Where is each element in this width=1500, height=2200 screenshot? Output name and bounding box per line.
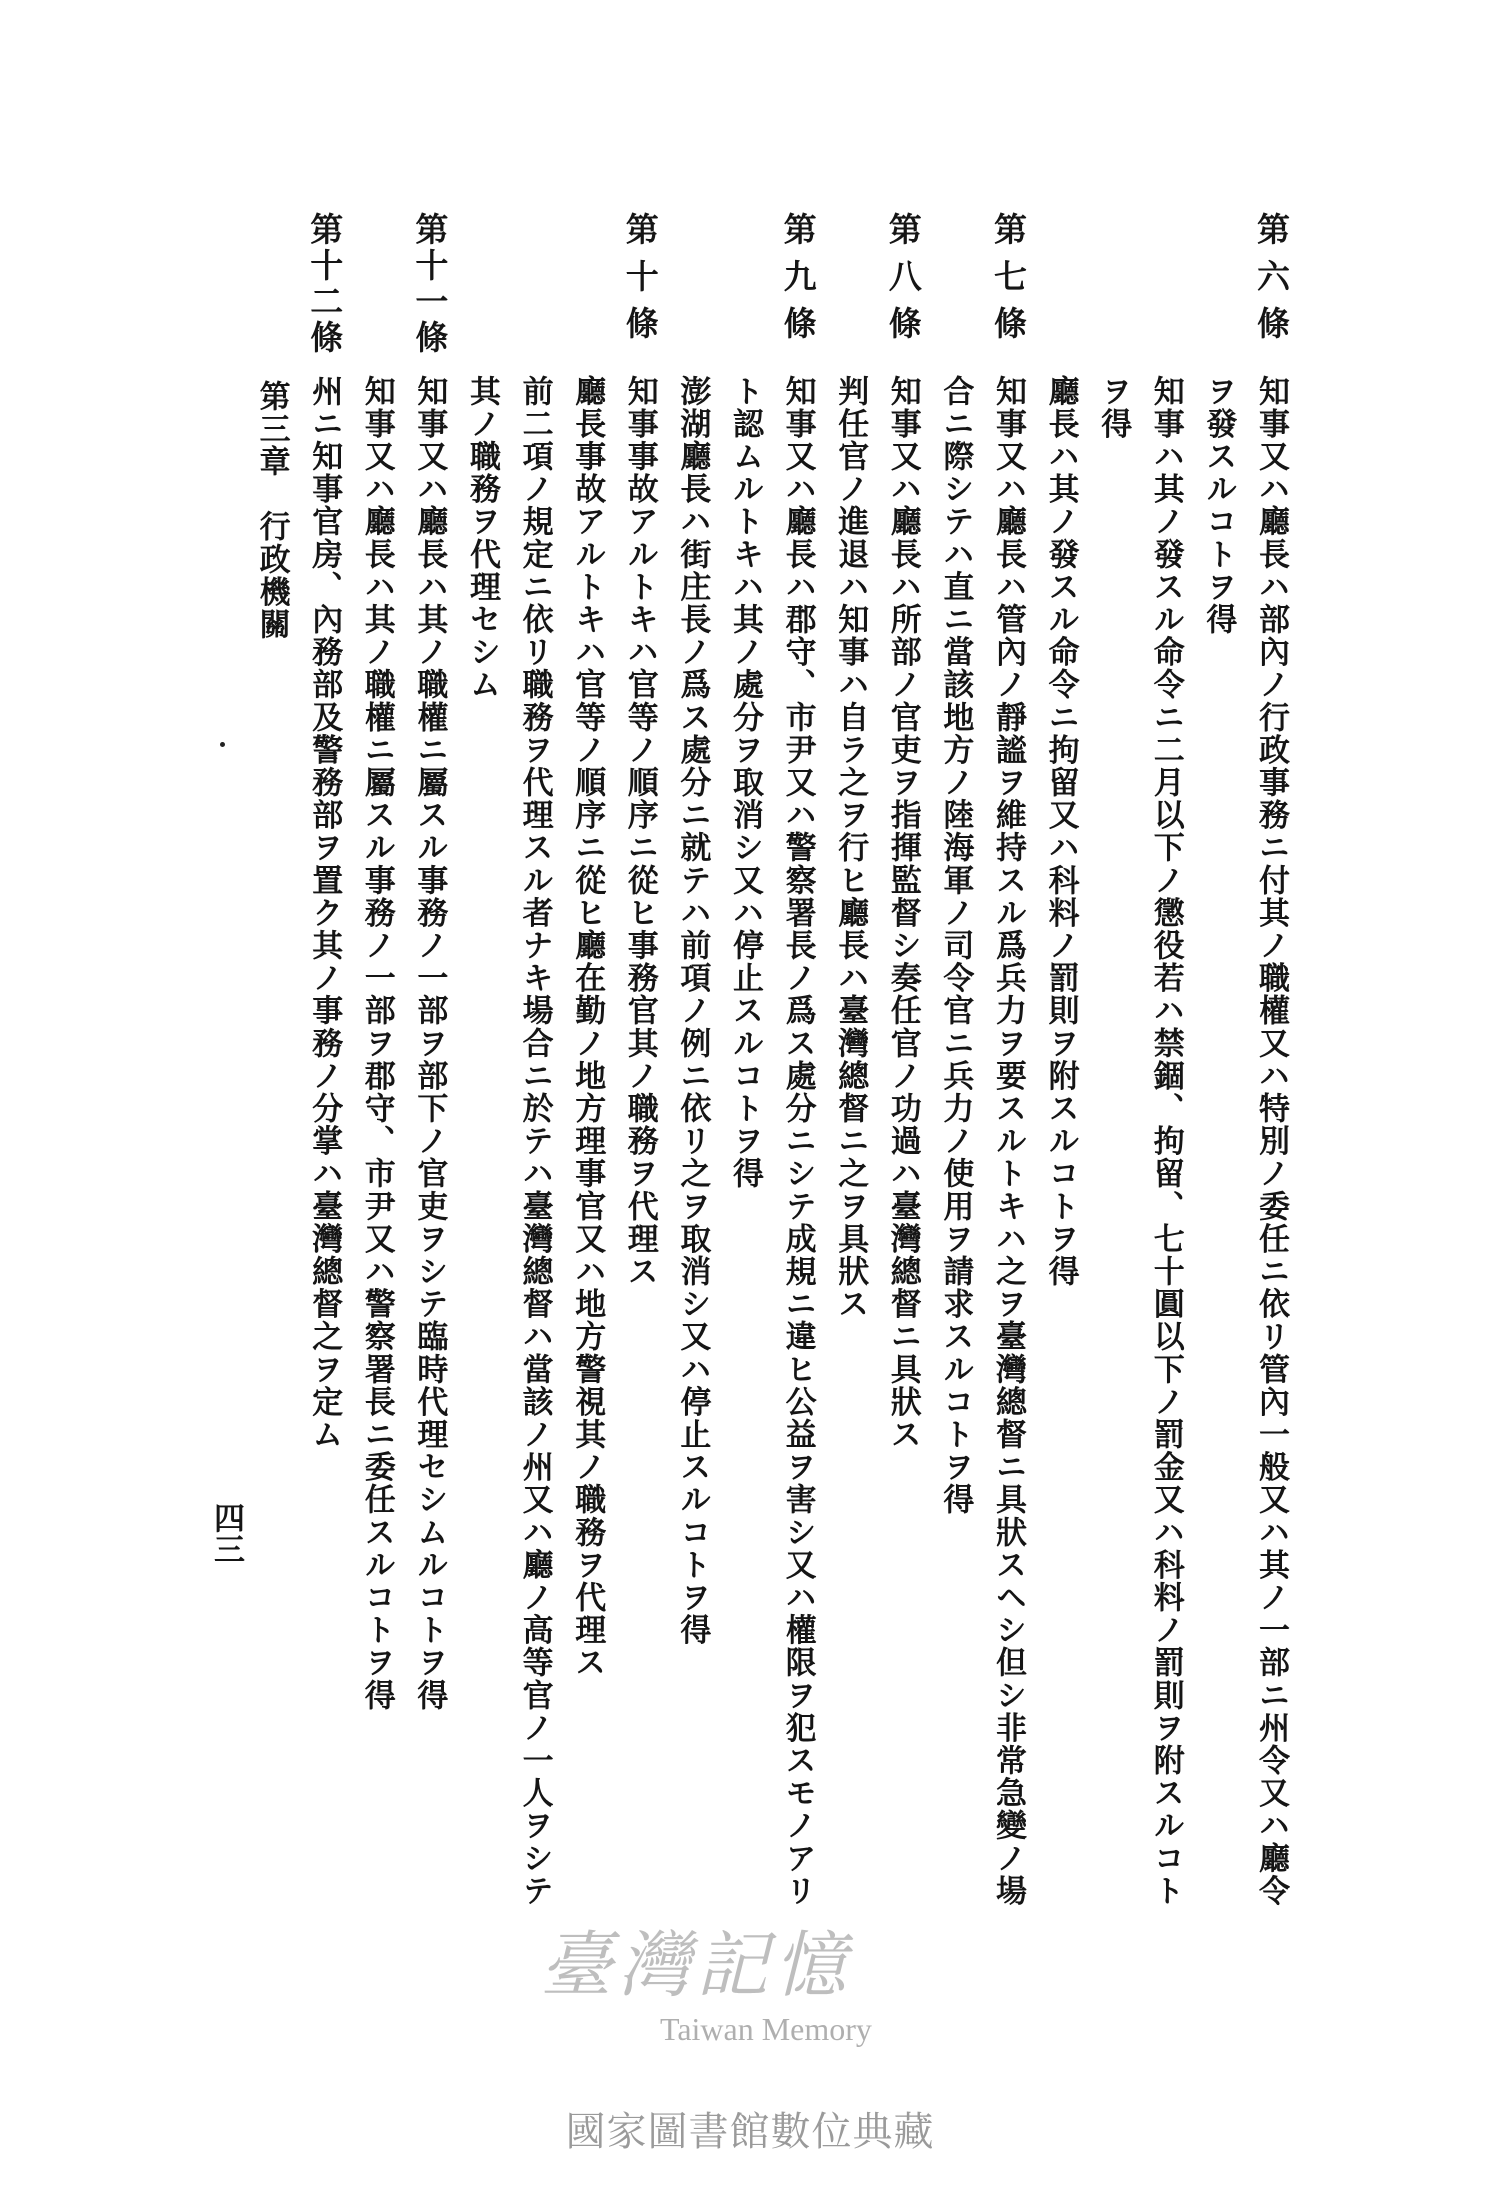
article-number: 第十一條 <box>410 212 450 356</box>
text-column: ヲ發スルコトヲ得 <box>1200 375 1237 636</box>
article-number: 第九條 <box>778 212 818 353</box>
text-column: 知事又ハ廳長ハ其ノ職權ニ屬スル事務ノ一部ヲ郡守、市尹又ハ警察署長ニ委任スルコトヲ得 <box>358 375 395 1712</box>
text-column: 知事又ハ廳長ハ部內ノ行政事務ニ付其ノ職權又ハ特別ノ委任ニ依リ管內一般又ハ其ノ一部ニ州令又ハ廳令 <box>1253 375 1289 1908</box>
text-column: 判任官ノ進退ハ知事ハ自ラ之ヲ行ヒ廳長ハ臺灣總督ニ之ヲ具狀ス <box>832 375 869 1321</box>
page-number: 四三 <box>208 1502 244 1564</box>
text-column: 廳長ハ其ノ發スル命令ニ拘留又ハ科料ノ罰則ヲ附スルコトヲ得 <box>1042 375 1079 1288</box>
article-number: 第十條 <box>620 212 660 353</box>
text-column: 廳長事故アルトキハ官等ノ順序ニ從ヒ廳在勤ノ地方理事官又ハ地方警視其ノ職務ヲ代理ス <box>569 375 606 1679</box>
text-column: 前二項ノ規定ニ依リ職務ヲ代理スル者ナキ場合ニ於テハ臺灣總督ハ當該ノ州又ハ廳ノ高等官ノ一人ヲシテ <box>516 375 553 1908</box>
text-column: 州ニ知事官房、內務部及警務部ヲ置ク其ノ事務ノ分掌ハ臺灣總督之ヲ定ム <box>306 375 343 1451</box>
text-column: 知事事故アルトキハ官等ノ順序ニ從ヒ事務官其ノ職務ヲ代理ス <box>621 375 658 1288</box>
text-column: 知事又ハ廳長ハ郡守、市尹又ハ警察署長ノ爲ス處分ニシテ成規ニ違ヒ公益ヲ害シ又ハ權限ヲ犯スモノアリ <box>779 375 816 1908</box>
text-column: 合ニ際シテハ直ニ當該地方ノ陸海軍ノ司令官ニ兵力ノ使用ヲ請求スルコトヲ得 <box>937 375 974 1516</box>
text-column: 其ノ職務ヲ代理セシム <box>464 375 500 701</box>
footer-archive-credit: 國家圖書館數位典藏 <box>565 2109 935 2155</box>
article-number: 第八條 <box>883 212 923 353</box>
text-column: 澎湖廳長ハ街庄長ノ爲ス處分ニ就テハ前項ノ例ニ依リ之ヲ取消シ又ハ停止スルコトヲ得 <box>674 375 711 1647</box>
decorative-dot <box>220 742 225 747</box>
watermark-english: Taiwan Memory <box>660 2011 872 2047</box>
text-column: 知事又ハ廳長ハ管內ノ靜謐ヲ維持スル爲兵力ヲ要スルトキハ之ヲ臺灣總督ニ具狀スヘシ但シ非常急變ノ場 <box>990 375 1026 1908</box>
text-column: 知事又ハ廳長ハ所部ノ官吏ヲ指揮監督シ奏任官ノ功過ハ臺灣總督ニ具狀ス <box>884 375 921 1451</box>
watermark-chinese: 臺灣記憶 <box>540 1923 853 2007</box>
article-number: 第七條 <box>989 212 1028 353</box>
text-column: 知事又ハ廳長ハ其ノ職權ニ屬スル事務ノ一部ヲ部下ノ官吏ヲシテ臨時代理セシムルコトヲ得 <box>411 375 448 1712</box>
text-column: 知事ハ其ノ發スル命令ニ二月以下ノ懲役若ハ禁錮、拘留、七十圓以下ノ罰金又ハ科料ノ罰則ヲ附スルコト <box>1147 375 1184 1908</box>
text-column: ヲ得 <box>1095 375 1132 441</box>
watermark-logo <box>540 1925 990 2055</box>
chapter-heading: 第三章 行政機關 <box>253 380 290 641</box>
article-number: 第六條 <box>1252 212 1291 353</box>
text-column: ト認ムルトキハ其ノ處分ヲ取消シ又ハ停止スルコトヲ得 <box>727 375 763 1190</box>
article-number: 第十二條 <box>305 212 345 356</box>
